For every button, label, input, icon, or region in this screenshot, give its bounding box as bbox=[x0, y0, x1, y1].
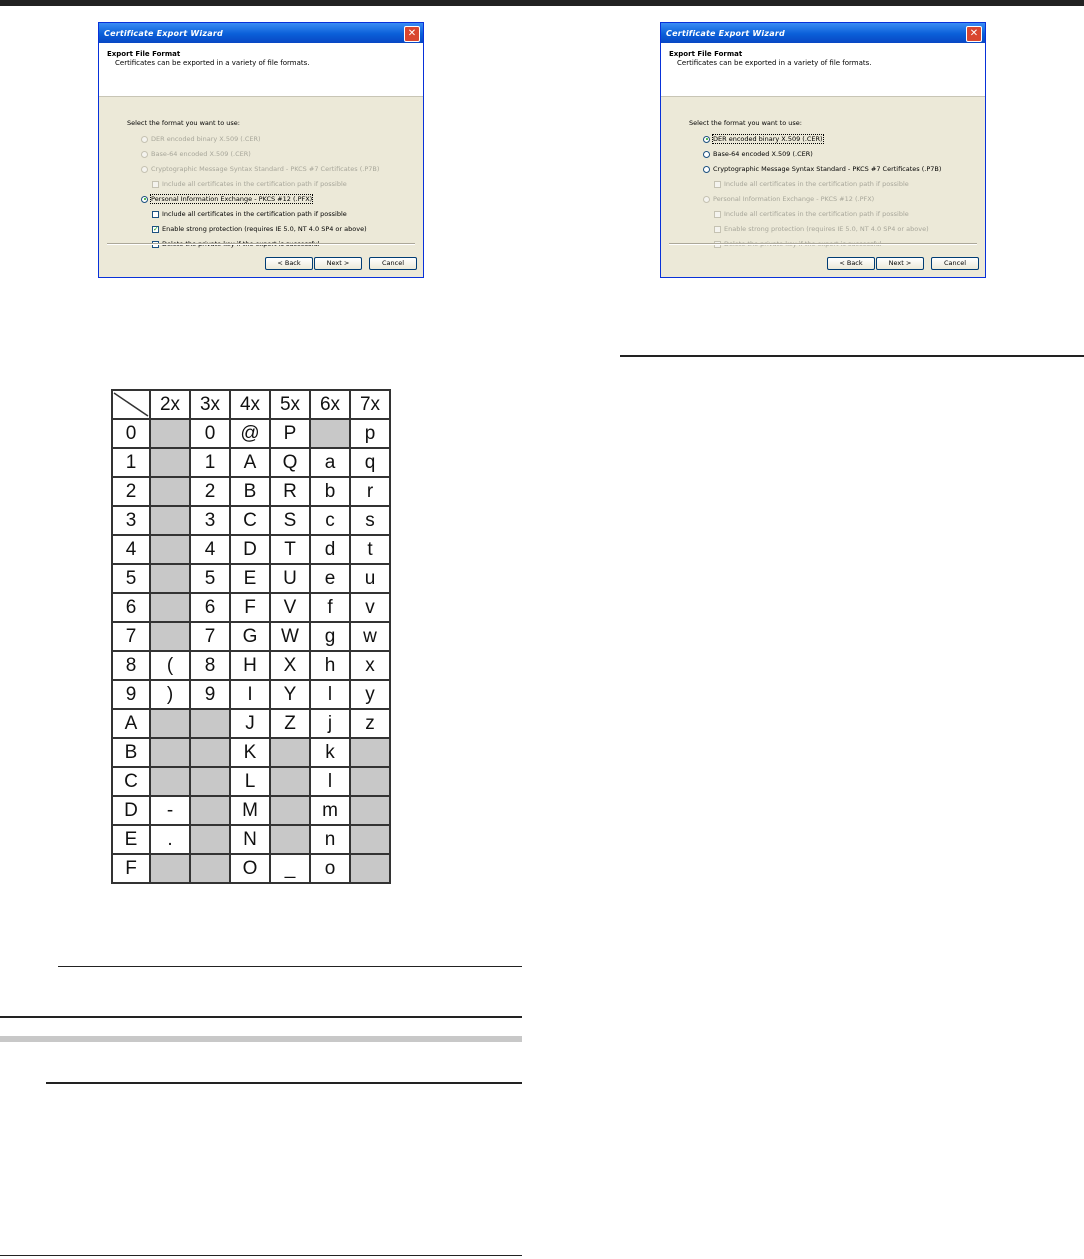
checkbox-label: Include all certificates in the certification path if possible bbox=[724, 210, 909, 218]
horizontal-rule bbox=[0, 1255, 522, 1256]
table-row bbox=[112, 535, 390, 564]
row-header: A bbox=[112, 709, 150, 738]
table-row bbox=[112, 419, 390, 448]
table-cell bbox=[270, 767, 310, 796]
table-cell bbox=[150, 564, 190, 593]
table-cell: P bbox=[270, 419, 310, 448]
table-cell: s bbox=[350, 506, 390, 535]
table-cell bbox=[190, 709, 230, 738]
table-cell: w bbox=[350, 622, 390, 651]
table-cell bbox=[190, 767, 230, 796]
table-cell bbox=[150, 622, 190, 651]
table-cell: 3 bbox=[190, 506, 230, 535]
table-cell: z bbox=[350, 709, 390, 738]
table-cell bbox=[150, 419, 190, 448]
table-cell: F bbox=[230, 593, 270, 622]
row-header: 1 bbox=[112, 448, 150, 477]
table-cell: m bbox=[310, 796, 350, 825]
checkbox-label: Delete the private key if the export is successful bbox=[724, 240, 882, 248]
table-row bbox=[112, 796, 390, 825]
wizard-footer bbox=[99, 98, 423, 276]
next-button[interactable]: Next > bbox=[876, 257, 924, 270]
row-header: B bbox=[112, 738, 150, 767]
table-row bbox=[112, 506, 390, 535]
table-cell: J bbox=[230, 709, 270, 738]
table-cell: G bbox=[230, 622, 270, 651]
top-bar bbox=[0, 0, 1084, 6]
horizontal-rule bbox=[58, 966, 522, 967]
table-cell: l bbox=[310, 680, 350, 709]
table-row bbox=[112, 767, 390, 796]
table-cell: S bbox=[270, 506, 310, 535]
table-cell: ( bbox=[150, 651, 190, 680]
table-cell: @ bbox=[230, 419, 270, 448]
table-cell: k bbox=[310, 738, 350, 767]
table-cell: x bbox=[350, 651, 390, 680]
row-header: 5 bbox=[112, 564, 150, 593]
certificate-export-wizard-left bbox=[98, 22, 424, 278]
table-cell: f bbox=[310, 593, 350, 622]
format-prompt: Select the format you want to use: bbox=[127, 119, 240, 127]
title-bar bbox=[99, 23, 423, 43]
table-cell: a bbox=[310, 448, 350, 477]
table-cell bbox=[190, 825, 230, 854]
table-cell: y bbox=[350, 680, 390, 709]
radio-label: Cryptographic Message Syntax Standard - PKCS #7 Certificates (.P7B) bbox=[713, 165, 942, 173]
divider bbox=[107, 243, 415, 245]
table-cell: U bbox=[270, 564, 310, 593]
close-icon[interactable]: ✕ bbox=[404, 26, 420, 42]
table-cell bbox=[190, 796, 230, 825]
table-cell: 7 bbox=[190, 622, 230, 651]
table-row bbox=[112, 651, 390, 680]
table-cell: n bbox=[310, 825, 350, 854]
checkbox-label: Delete the private key if the export is successful bbox=[162, 240, 320, 248]
page-heading: Export File Format bbox=[669, 50, 743, 58]
table-cell: u bbox=[350, 564, 390, 593]
table-cell bbox=[270, 796, 310, 825]
table-cell bbox=[190, 738, 230, 767]
table-row bbox=[112, 477, 390, 506]
title-bar bbox=[661, 23, 985, 43]
table-cell: h bbox=[310, 651, 350, 680]
table-cell: 6 bbox=[190, 593, 230, 622]
table-cell: r bbox=[350, 477, 390, 506]
wizard-header bbox=[661, 43, 985, 97]
table-cell: . bbox=[150, 825, 190, 854]
table-cell: N bbox=[230, 825, 270, 854]
table-row bbox=[112, 680, 390, 709]
table-cell: 0 bbox=[190, 419, 230, 448]
checkbox-label: Include all certificates in the certification path if possible bbox=[162, 210, 347, 218]
row-header: 6 bbox=[112, 593, 150, 622]
table-cell: Z bbox=[270, 709, 310, 738]
table-cell: E bbox=[230, 564, 270, 593]
radio-label: Cryptographic Message Syntax Standard - PKCS #7 Certificates (.P7B) bbox=[151, 165, 380, 173]
row-header: 2 bbox=[112, 477, 150, 506]
back-button[interactable]: < Back bbox=[827, 257, 875, 270]
table-cell: o bbox=[310, 854, 350, 883]
table-cell: v bbox=[350, 593, 390, 622]
wizard-footer bbox=[661, 98, 985, 276]
table-row bbox=[112, 622, 390, 651]
column-header: 5x bbox=[270, 390, 310, 419]
table-cell: g bbox=[310, 622, 350, 651]
radio-label: Personal Information Exchange - PKCS #12 (.PFX) bbox=[151, 195, 313, 203]
table-cell: ) bbox=[150, 680, 190, 709]
table-cell bbox=[150, 854, 190, 883]
corner-cell bbox=[112, 390, 150, 419]
table-cell: - bbox=[150, 796, 190, 825]
table-cell: j bbox=[310, 709, 350, 738]
checkbox-label: Enable strong protection (requires IE 5.0, NT 4.0 SP4 or above) bbox=[724, 225, 929, 233]
table-cell bbox=[350, 738, 390, 767]
row-header: F bbox=[112, 854, 150, 883]
row-header: 4 bbox=[112, 535, 150, 564]
table-cell: t bbox=[350, 535, 390, 564]
radio-label: Base-64 encoded X.509 (.CER) bbox=[713, 150, 813, 158]
row-header: C bbox=[112, 767, 150, 796]
wizard-header bbox=[99, 43, 423, 97]
page-subheading: Certificates can be exported in a variety of file formats. bbox=[115, 59, 310, 67]
table-row bbox=[112, 709, 390, 738]
page-subheading: Certificates can be exported in a variety of file formats. bbox=[677, 59, 872, 67]
table-cell: 8 bbox=[190, 651, 230, 680]
radio-label: Base-64 encoded X.509 (.CER) bbox=[151, 150, 251, 158]
table-cell bbox=[310, 419, 350, 448]
column-header: 4x bbox=[230, 390, 270, 419]
table-cell bbox=[150, 506, 190, 535]
horizontal-rule bbox=[620, 355, 1084, 357]
table-cell: L bbox=[230, 767, 270, 796]
gray-bar bbox=[0, 1036, 522, 1042]
table-cell: c bbox=[310, 506, 350, 535]
table-cell bbox=[270, 738, 310, 767]
table-row bbox=[112, 738, 390, 767]
window-title: Certificate Export Wizard bbox=[104, 28, 223, 38]
checkbox[interactable]: ✓ bbox=[153, 224, 159, 233]
table-cell bbox=[150, 593, 190, 622]
table-cell: l bbox=[310, 767, 350, 796]
table-row bbox=[112, 825, 390, 854]
radio-label: DER encoded binary X.509 (.CER) bbox=[713, 135, 823, 143]
table-cell bbox=[350, 796, 390, 825]
table-cell bbox=[350, 854, 390, 883]
table-cell bbox=[350, 825, 390, 854]
table-cell: D bbox=[230, 535, 270, 564]
table-cell: T bbox=[270, 535, 310, 564]
checkbox-label: Include all certificates in the certification path if possible bbox=[724, 180, 909, 188]
table-cell: 4 bbox=[190, 535, 230, 564]
table-cell: Q bbox=[270, 448, 310, 477]
column-header: 3x bbox=[190, 390, 230, 419]
table-row bbox=[112, 593, 390, 622]
table-cell: 1 bbox=[190, 448, 230, 477]
row-header: E bbox=[112, 825, 150, 854]
table-cell: I bbox=[230, 680, 270, 709]
radio-label: DER encoded binary X.509 (.CER) bbox=[151, 135, 261, 143]
back-button[interactable]: < Back bbox=[265, 257, 313, 270]
row-header: 9 bbox=[112, 680, 150, 709]
checkbox-label: Enable strong protection (requires IE 5.0, NT 4.0 SP4 or above) bbox=[162, 225, 367, 233]
table-cell: A bbox=[230, 448, 270, 477]
table-cell: b bbox=[310, 477, 350, 506]
row-header: 0 bbox=[112, 419, 150, 448]
row-header: 3 bbox=[112, 506, 150, 535]
checkbox-label: Include all certificates in the certification path if possible bbox=[162, 180, 347, 188]
table-header-row bbox=[112, 390, 390, 419]
table-cell: e bbox=[310, 564, 350, 593]
table-cell: O bbox=[230, 854, 270, 883]
table-cell bbox=[150, 477, 190, 506]
table-cell: 9 bbox=[190, 680, 230, 709]
table-cell: q bbox=[350, 448, 390, 477]
table-cell bbox=[150, 738, 190, 767]
table-cell: 5 bbox=[190, 564, 230, 593]
cancel-button[interactable]: Cancel bbox=[931, 257, 979, 270]
table-cell: M bbox=[230, 796, 270, 825]
table-row bbox=[112, 564, 390, 593]
table-row bbox=[112, 854, 390, 883]
table-cell: X bbox=[270, 651, 310, 680]
table-cell: _ bbox=[270, 854, 310, 883]
table-cell bbox=[150, 535, 190, 564]
horizontal-rule bbox=[0, 1016, 522, 1018]
certificate-export-wizard-right bbox=[660, 22, 986, 278]
diagonal-icon bbox=[113, 392, 149, 417]
horizontal-rule bbox=[46, 1082, 522, 1084]
table-cell: d bbox=[310, 535, 350, 564]
table-cell: K bbox=[230, 738, 270, 767]
window-title: Certificate Export Wizard bbox=[666, 28, 785, 38]
radio-label: Personal Information Exchange - PKCS #12 (.PFX) bbox=[713, 195, 875, 203]
table-cell: 2 bbox=[190, 477, 230, 506]
table-cell bbox=[190, 854, 230, 883]
table-cell: C bbox=[230, 506, 270, 535]
table-row bbox=[112, 448, 390, 477]
ascii-character-table bbox=[111, 389, 391, 884]
table-cell bbox=[270, 825, 310, 854]
table-cell: p bbox=[350, 419, 390, 448]
table-cell: W bbox=[270, 622, 310, 651]
table-cell: B bbox=[230, 477, 270, 506]
next-button[interactable]: Next > bbox=[314, 257, 362, 270]
row-header: 7 bbox=[112, 622, 150, 651]
table-cell bbox=[350, 767, 390, 796]
table-cell: Y bbox=[270, 680, 310, 709]
column-header: 7x bbox=[350, 390, 390, 419]
table-cell bbox=[150, 448, 190, 477]
row-header: 8 bbox=[112, 651, 150, 680]
column-header: 2x bbox=[150, 390, 190, 419]
table-cell bbox=[150, 767, 190, 796]
divider bbox=[669, 243, 977, 245]
table-cell: V bbox=[270, 593, 310, 622]
format-prompt: Select the format you want to use: bbox=[689, 119, 802, 127]
row-header: D bbox=[112, 796, 150, 825]
page-heading: Export File Format bbox=[107, 50, 181, 58]
table-cell: H bbox=[230, 651, 270, 680]
cancel-button[interactable]: Cancel bbox=[369, 257, 417, 270]
close-icon[interactable]: ✕ bbox=[966, 26, 982, 42]
table-cell bbox=[150, 709, 190, 738]
column-header: 6x bbox=[310, 390, 350, 419]
table-cell: R bbox=[270, 477, 310, 506]
